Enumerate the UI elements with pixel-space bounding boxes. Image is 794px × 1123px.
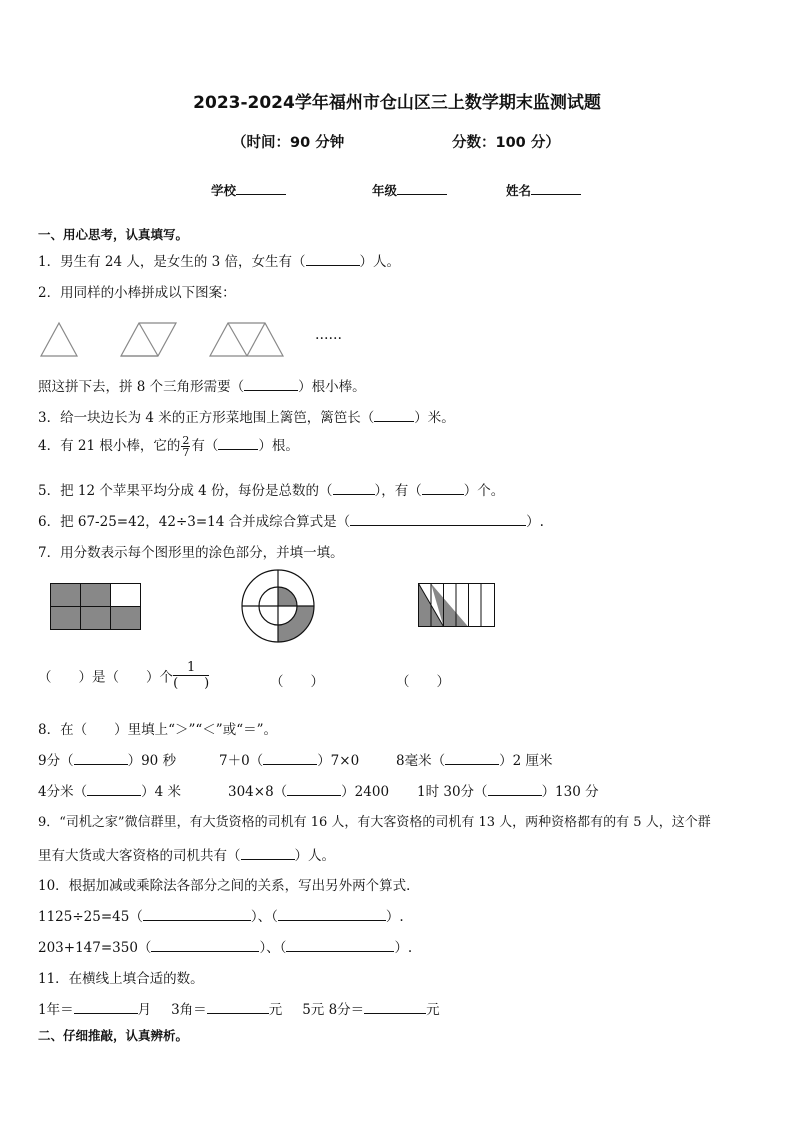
grade-field: [372, 181, 447, 199]
q11-text: 5元 8分＝: [302, 1002, 365, 1018]
q10-row-1: [38, 905, 404, 925]
q10-blank[interactable]: [278, 908, 386, 921]
question-2-follow: [38, 375, 366, 395]
question-1: [38, 250, 400, 270]
school-label: 学校: [211, 183, 237, 198]
q8-item-text: 4分米（: [38, 784, 88, 800]
name-field: [506, 181, 581, 199]
q1-text: 1．男生有 24 人，是女生的 3 倍，女生有（: [38, 254, 306, 270]
q8-item-text-end: ）2 厘米: [499, 753, 553, 769]
q8-item-text: 304×8（: [228, 784, 288, 800]
question-3: [38, 406, 455, 426]
q6-blank[interactable]: [350, 513, 526, 526]
q8-item-6: [417, 780, 599, 800]
q10-text: 203+147=350（: [38, 940, 152, 956]
q8-item-text-end: ）90 秒: [127, 753, 177, 769]
triangle-figure-3: [209, 322, 285, 358]
q5-text: 5．把 12 个苹果平均分成 4 份，每份是总数的（: [38, 483, 333, 499]
fraction-denominator: 7: [182, 446, 190, 459]
q7-answer-1: [38, 660, 209, 691]
q10-row-2: [38, 936, 412, 956]
q2-follow-text: 照这拼下去，拼 8 个三角形需要（: [38, 379, 245, 395]
q3-text: 3．给一块边长为 4 米的正方形菜地围上篱笆，篱笆长（: [38, 410, 375, 426]
q1-blank[interactable]: [306, 253, 360, 266]
grade-blank[interactable]: [397, 182, 447, 195]
q8-item-text: 7＋0（: [219, 753, 264, 769]
q6-text-end: ）.: [526, 514, 544, 530]
exam-score: 分数：100 分）: [452, 135, 560, 151]
q11-blank[interactable]: [74, 1001, 138, 1014]
q1-text-end: ）人。: [359, 254, 401, 270]
q5-text-mid: ），有（: [374, 483, 422, 499]
q4-text: 4．有 21 根小棒，它的: [38, 438, 181, 454]
q2-blank[interactable]: [244, 378, 298, 391]
q8-item-text: 9分（: [38, 753, 74, 769]
q7-answer-3[interactable]: （ ）: [396, 674, 450, 690]
q11-blank[interactable]: [207, 1001, 269, 1014]
q7-fraction-denominator[interactable]: ( ): [173, 676, 210, 691]
q9-blank[interactable]: [241, 847, 295, 860]
q7-unit-fraction: [173, 660, 209, 691]
q3-text-end: ）米。: [414, 410, 455, 426]
shaded-strip-figure: [418, 583, 496, 627]
question-5: [38, 479, 504, 499]
q10-blank[interactable]: [286, 939, 394, 952]
q11-unit: 元: [426, 1002, 440, 1018]
q7-fraction-numerator: 1: [173, 660, 209, 676]
q8-item-1: [38, 749, 176, 769]
q2-follow-end: ）根小棒。: [298, 379, 366, 395]
triangle-figure-1: [40, 322, 80, 358]
q8-item-5: [228, 780, 389, 800]
question-11: 11．在横线上填合适的数。: [38, 971, 204, 987]
section-2-heading: 二、仔细推敲，认真辨析。: [38, 1028, 189, 1043]
question-2: 2．用同样的小棒拼成以下图案：: [38, 285, 236, 301]
q10-blank[interactable]: [143, 908, 251, 921]
question-4: [38, 434, 299, 458]
q10-text-end: ）.: [385, 909, 404, 925]
q4-text-end: ）根。: [258, 438, 299, 454]
question-6: [38, 510, 544, 530]
q11-row: [38, 998, 440, 1018]
q11-text: 1年＝: [38, 1002, 74, 1018]
q7-answer-2[interactable]: （ ）: [270, 674, 324, 690]
q8-item-3: [396, 749, 552, 769]
question-8: 8．在（ ）里填上“＞”“＜”或“＝”。: [38, 722, 277, 738]
page-title: 2023-2024学年福州市仓山区三上数学期末监测试题: [193, 93, 601, 113]
q8-item-text: 8毫米（: [396, 753, 446, 769]
q10-blank[interactable]: [151, 939, 259, 952]
q9-text: 里有大货或大客资格的司机共有（: [38, 848, 241, 864]
q11-unit: 元: [268, 1002, 283, 1018]
q5-blank-2[interactable]: [422, 482, 464, 495]
continuation-dots: ……: [315, 327, 342, 343]
q8-item-4: [38, 780, 181, 800]
q8-item-text-end: ）7×0: [317, 753, 360, 769]
q9-text-end: ）人。: [294, 848, 335, 864]
q8-blank[interactable]: [263, 752, 317, 765]
exam-time: （时间：90 分钟: [232, 135, 345, 151]
q11-unit: 月: [137, 1002, 152, 1018]
name-label: 姓名: [506, 183, 532, 198]
q8-blank[interactable]: [445, 752, 499, 765]
q4-text-mid: 有（: [191, 438, 219, 454]
shaded-grid-figure: [50, 583, 142, 630]
triangle-figure-2: [120, 322, 180, 358]
q8-item-2: [219, 749, 359, 769]
q3-blank[interactable]: [374, 409, 414, 422]
q8-blank[interactable]: [287, 783, 341, 796]
q8-blank[interactable]: [488, 783, 542, 796]
q8-blank[interactable]: [74, 752, 128, 765]
q8-item-text-end: ）130 分: [541, 784, 599, 800]
q10-text: 1125÷25=45（: [38, 909, 143, 925]
q4-blank[interactable]: [218, 437, 258, 450]
q8-item-text-end: ）4 米: [141, 784, 181, 800]
q6-text: 6．把 67-25=42，42÷3=14 合并成综合算式是（: [38, 514, 351, 530]
q5-blank-1[interactable]: [333, 482, 375, 495]
q7-answer-1-text: （ ）是（ ）个: [38, 669, 173, 686]
question-9-line-1: 9．“司机之家”微信群里，有大货资格的司机有 16 人，有大客资格的司机有 13 人，两种资格都有的有 5 人，这个群: [38, 815, 711, 830]
section-1-heading: 一、用心思考，认真填写。: [38, 227, 189, 242]
shaded-circle-figure: [238, 571, 318, 641]
q10-text-end: ）.: [394, 940, 413, 956]
question-10: 10．根据加减或乘除法各部分之间的关系，写出另外两个算式．: [38, 878, 420, 894]
fraction-numerator: 2: [182, 434, 190, 447]
school-blank[interactable]: [236, 182, 286, 195]
name-blank[interactable]: [531, 182, 581, 195]
question-9-line-2: [38, 844, 335, 864]
grade-label: 年级: [372, 183, 398, 198]
q10-text-mid: ）、（: [250, 909, 278, 925]
fraction-2-7: [181, 435, 190, 458]
q11-blank[interactable]: [364, 1001, 426, 1014]
q10-text-mid: ）、（: [259, 940, 287, 956]
question-7: 7．用分数表示每个图形里的涂色部分，并填一填。: [38, 545, 344, 561]
q5-text-end: ）个。: [463, 483, 505, 499]
q8-item-text: 1时 30分（: [417, 784, 488, 800]
q11-text: 3角＝: [171, 1002, 207, 1018]
q8-item-text-end: ）2400: [341, 784, 390, 800]
q8-blank[interactable]: [87, 783, 141, 796]
school-field: [211, 181, 286, 199]
